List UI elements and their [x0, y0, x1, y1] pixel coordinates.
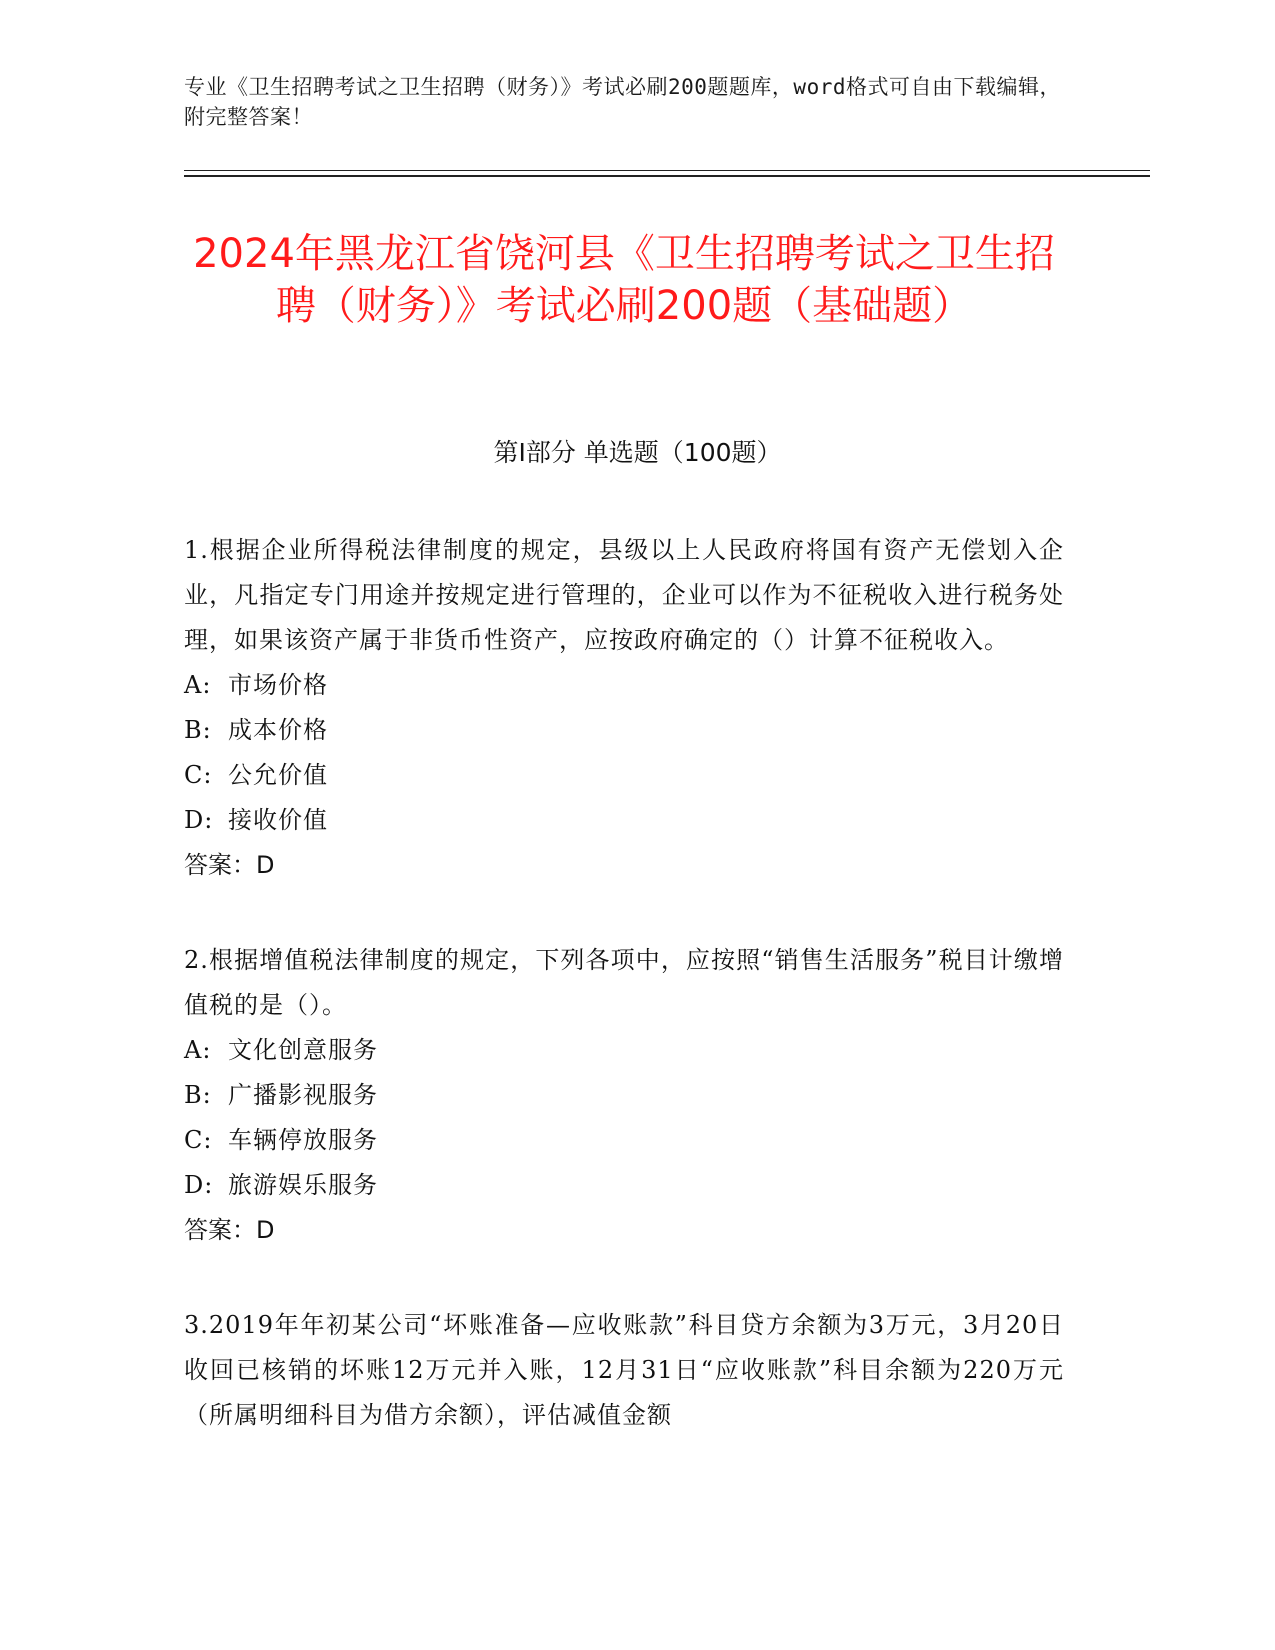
option-text: 公允价值 [228, 761, 328, 789]
option-b [184, 708, 1064, 753]
header-note: 专业《卫生招聘考试之卫生招聘（财务）》考试必刷200题题库，word格式可自由下载编辑，附完整答案！ [184, 75, 1061, 129]
option-letter: D: [184, 1171, 214, 1199]
option-letter: C: [184, 761, 213, 789]
document-title: 2024年黑龙江省饶河县《卫生招聘考试之卫生招聘（财务）》考试必刷200题（基础题） [193, 231, 1055, 329]
question-2 [184, 938, 1064, 1253]
option-letter: A: [184, 1036, 212, 1064]
option-a [184, 1028, 1064, 1073]
header-divider-thick [184, 175, 1150, 177]
option-letter: C: [184, 1126, 213, 1154]
answer-label: 答案：D [184, 851, 275, 879]
header-divider-thin [184, 170, 1150, 171]
option-text: 车辆停放服务 [228, 1126, 378, 1154]
option-letter: A: [184, 671, 212, 699]
question-text: 2.根据增值税法律制度的规定，下列各项中，应按照“销售生活服务”税目计缴增值税的是（）。 [184, 946, 1064, 1019]
section-heading: 第I部分 单选题（100题） [493, 438, 782, 467]
option-d [184, 1163, 1064, 1208]
option-c [184, 1118, 1064, 1163]
question-3 [184, 1303, 1064, 1438]
option-text: 市场价格 [228, 671, 328, 699]
question-list [184, 528, 1064, 1488]
option-b [184, 1073, 1064, 1118]
answer-label: 答案：D [184, 1216, 275, 1244]
option-letter: B: [184, 716, 212, 744]
option-letter: D: [184, 806, 214, 834]
option-c [184, 753, 1064, 798]
question-text: 3.2019年年初某公司“坏账准备—应收账款”科目贷方余额为3万元，3月20日收回已核销的坏账12万元并入账，12月31日“应收账款”科目余额为220万元（所属明细科目为借方余额），评估减值金额 [184, 1311, 1064, 1429]
option-text: 广播影视服务 [228, 1081, 378, 1109]
option-text: 成本价格 [228, 716, 328, 744]
question-text: 1.根据企业所得税法律制度的规定，县级以上人民政府将国有资产无偿划入企业，凡指定专门用途并按规定进行管理的，企业可以作为不征税收入进行税务处理，如果该资产属于非货币性资产，应按政府确定的（）计算不征税收入。 [184, 536, 1064, 654]
option-a [184, 663, 1064, 708]
option-text: 文化创意服务 [228, 1036, 378, 1064]
option-letter: B: [184, 1081, 212, 1109]
option-d [184, 798, 1064, 843]
option-text: 接收价值 [228, 806, 328, 834]
option-text: 旅游娱乐服务 [228, 1171, 378, 1199]
question-1 [184, 528, 1064, 888]
